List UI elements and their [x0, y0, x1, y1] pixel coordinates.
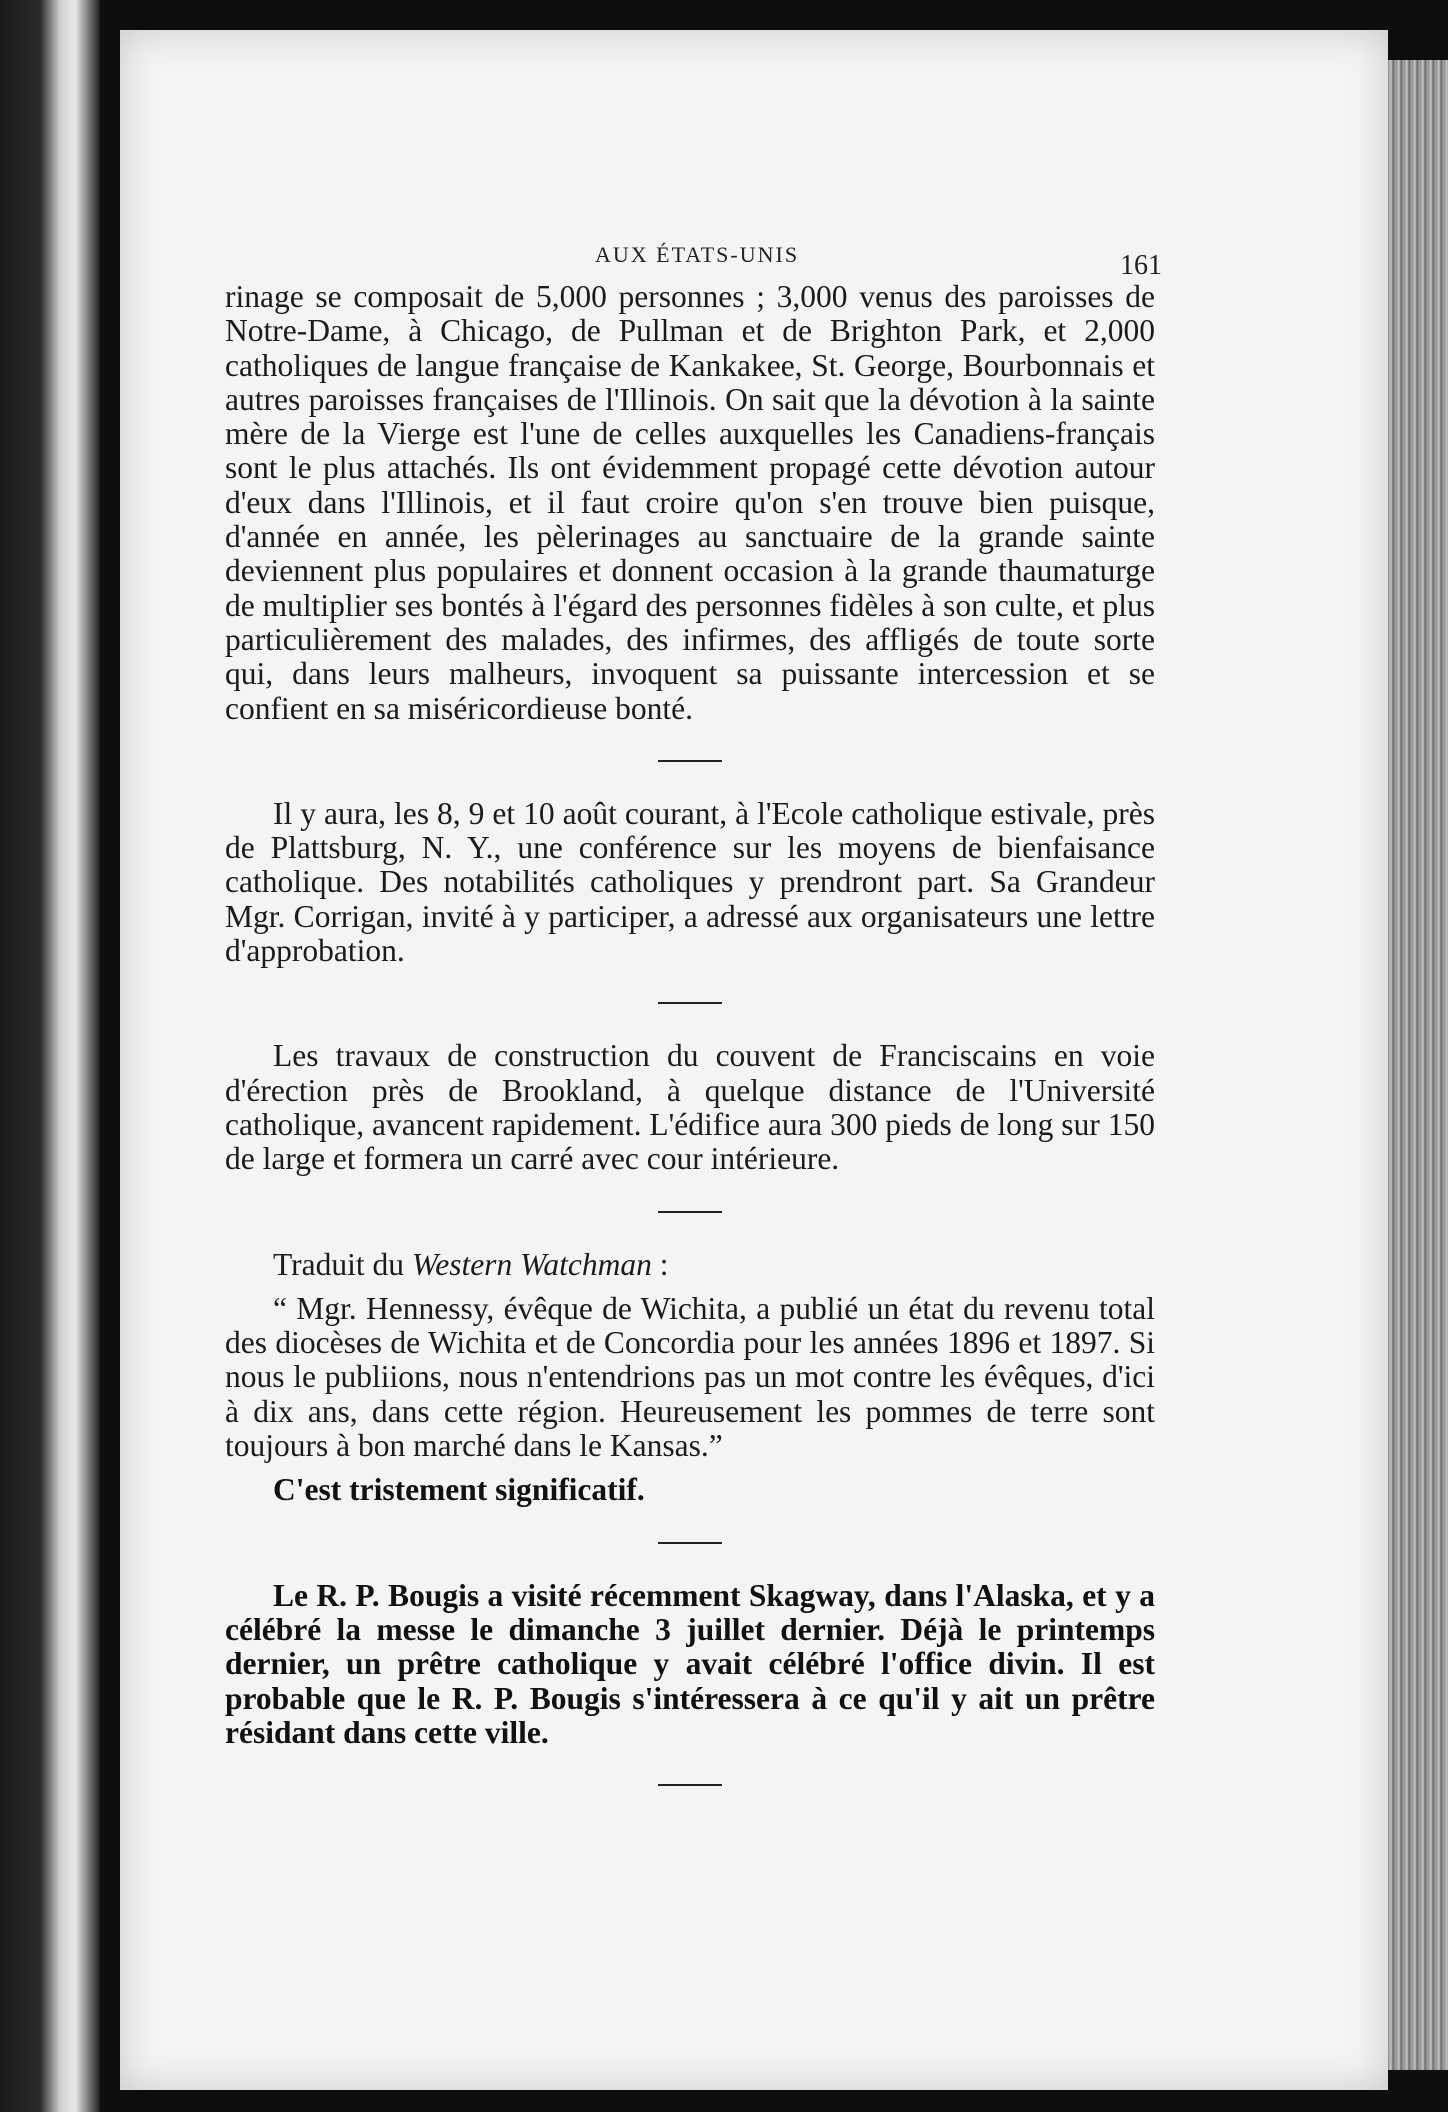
section-separator	[658, 1211, 722, 1213]
page-body	[225, 280, 1155, 1821]
paragraph-comment: C'est tristement significatif.	[273, 1472, 645, 1508]
paragraph-translation-source	[225, 1248, 1155, 1282]
book-page-edges	[1380, 60, 1448, 2070]
section-separator	[658, 1784, 722, 1786]
page-number: 161	[1120, 250, 1162, 281]
source-title: Western Watchman	[411, 1246, 652, 1282]
paragraph-convent: Les travaux de construction du couvent de Franciscains en voie d'érection près de Brookland, à quelque distance de l'Université catholique, avancent rapidement. L'édifice aura 300 pieds de long sur 150 de large et formera un carré avec cour intérieure.	[225, 1038, 1155, 1177]
adjacent-page-edge	[0, 0, 100, 2112]
paragraph-pilgrimage: rinage se composait de 5,000 personnes ; 3,000 venus des paroisses de Notre-Dame, à Chicago, de Pullman et de Brighton Park, et 2,000 catholiques de langue française de Kankakee, St. George, Bourbonnais et autres paroisses françaises de l'Illinois. On sait que la dévotion à la sainte mère de la Vierge est l'une de celles auxquelles les Canadiens-français sont le plus attachés. Ils ont évidemment propagé cette dévotion autour d'eux dans l'Illinois, et il faut croire qu'on s'en trouve bien puisque, d'année en année, les pèlerinages au sanctuaire de la grande sainte deviennent plus populaires et donnent occasion à la grande thaumaturge de multiplier ses bontés à l'égard des personnes fidèles à son culte, et plus particulièrement des malades, des infirmes, des affligés de toute sorte qui, dans leurs malheurs, invoquent sa puissante intercession et se confient en sa miséricordieuse bonté.	[225, 279, 1155, 726]
translation-suffix: :	[651, 1246, 669, 1282]
paragraph-conference: Il y aura, les 8, 9 et 10 août courant, à l'Ecole catholique estivale, près de Plattsburg, N. Y., une conférence sur les moyens de bienfaisance catholique. Des notabilités catholiques y prendront part. Sa Grandeur Mgr. Corrigan, invité à y participer, a adressé aux organisateurs une lettre d'approbation.	[225, 795, 1155, 969]
paragraph-skagway: Le R. P. Bougis a visité récemment Skagway, dans l'Alaska, et y a célébré la messe le dimanche 3 juillet dernier. Déjà le printemps dernier, un prêtre catholique y avait célébré l'office divin. Il est probable que le R. P. Bougis s'intéressera à ce qu'il y ait un prêtre résidant dans cette ville.	[225, 1577, 1155, 1750]
section-separator	[658, 760, 722, 762]
book-page	[120, 30, 1388, 2090]
page-header	[120, 242, 1388, 282]
paragraph-quote: “ Mgr. Hennessy, évêque de Wichita, a publié un état du revenu total des diocèses de Wichita et de Concordia pour les années 1896 et 1897. Si nous le publiions, nous n'entendrions pas un mot contre les évêques, d'ici à dix ans, dans cette région. Heureusement les pommes de terre sont toujours à bon marché dans le Kansas.”	[225, 1290, 1155, 1464]
running-title: AUX ÉTATS-UNIS	[595, 242, 800, 267]
translation-prefix: Traduit du	[273, 1246, 412, 1282]
section-separator	[658, 1002, 722, 1004]
section-separator	[658, 1542, 722, 1544]
